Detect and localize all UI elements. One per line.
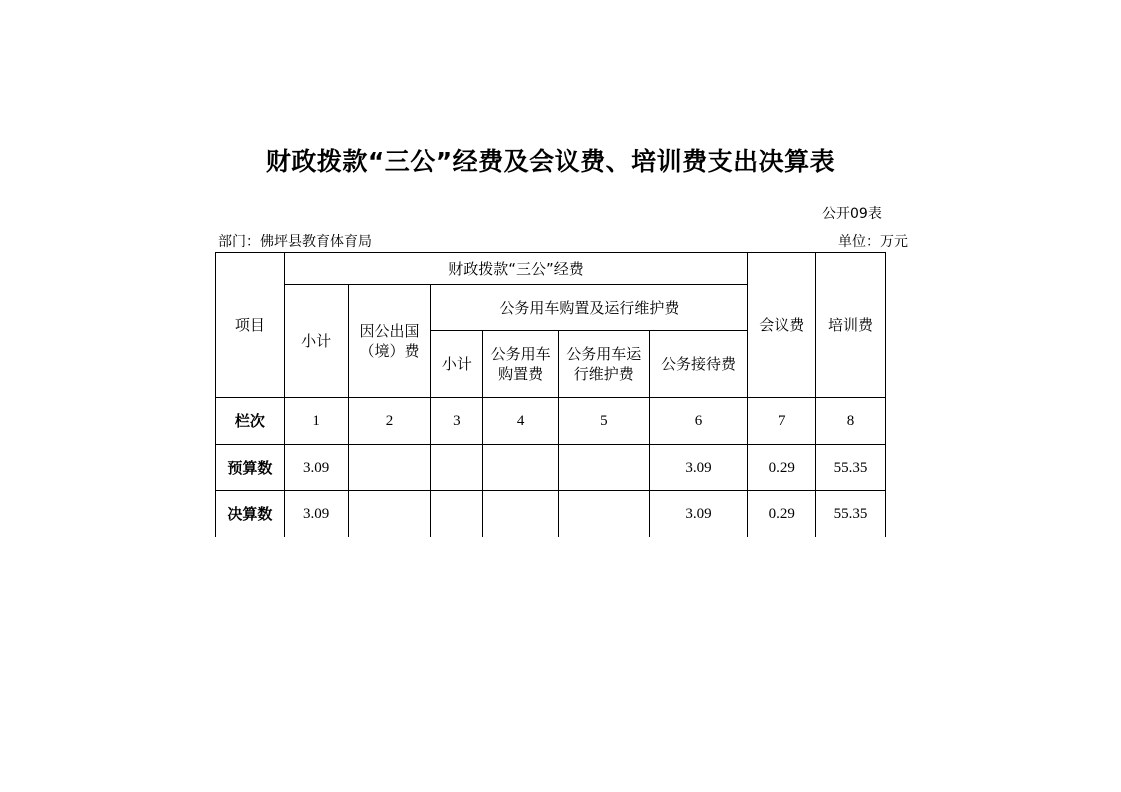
table-cell — [431, 445, 483, 491]
unit-label: 单位：万元 — [838, 234, 908, 250]
table-cell — [348, 445, 431, 491]
header-sangong: 财政拨款“三公”经费 — [284, 253, 748, 285]
table-cell — [348, 491, 431, 537]
header-training: 培训费 — [816, 253, 886, 398]
column-number-label: 栏次 — [216, 398, 285, 445]
table-cell — [483, 445, 559, 491]
column-number: 6 — [649, 398, 748, 445]
column-number: 4 — [483, 398, 559, 445]
column-number: 3 — [431, 398, 483, 445]
table-cell — [483, 491, 559, 537]
column-number: 7 — [748, 398, 816, 445]
column-number: 8 — [816, 398, 886, 445]
table-cell: 3.09 — [284, 491, 348, 537]
header-meeting: 会议费 — [748, 253, 816, 398]
table-cell — [558, 491, 649, 537]
table-cell — [431, 491, 483, 537]
header-row-1 — [216, 253, 886, 285]
column-number-row — [216, 398, 886, 445]
header-vehicle-subtotal: 小计 — [431, 331, 483, 398]
header-item: 项目 — [216, 253, 285, 398]
table-cell: 3.09 — [649, 445, 748, 491]
table-row — [216, 445, 886, 491]
expenditure-table — [215, 252, 886, 537]
header-reception: 公务接待费 — [649, 331, 748, 398]
form-number: 公开09表 — [822, 206, 882, 222]
table-row — [216, 491, 886, 537]
column-number: 1 — [284, 398, 348, 445]
header-subtotal: 小计 — [284, 285, 348, 398]
table-cell: 55.35 — [816, 445, 886, 491]
row-label-budget: 预算数 — [216, 445, 285, 491]
header-vehicle-operation: 公务用车运行维护费 — [558, 331, 649, 398]
row-label-final: 决算数 — [216, 491, 285, 537]
header-vehicle-group: 公务用车购置及运行维护费 — [431, 285, 748, 331]
column-number: 2 — [348, 398, 431, 445]
table-cell: 3.09 — [284, 445, 348, 491]
table-cell — [558, 445, 649, 491]
department-label: 部门：佛坪县教育体育局 — [218, 234, 372, 250]
table-cell: 0.29 — [748, 445, 816, 491]
column-number: 5 — [558, 398, 649, 445]
table-cell: 0.29 — [748, 491, 816, 537]
table-cell: 55.35 — [816, 491, 886, 537]
header-abroad: 因公出国（境）费 — [348, 285, 431, 398]
header-vehicle-purchase: 公务用车购置费 — [483, 331, 559, 398]
report-title: 财政拨款“三公”经费及会议费、培训费支出决算表 — [265, 147, 836, 176]
table-cell: 3.09 — [649, 491, 748, 537]
